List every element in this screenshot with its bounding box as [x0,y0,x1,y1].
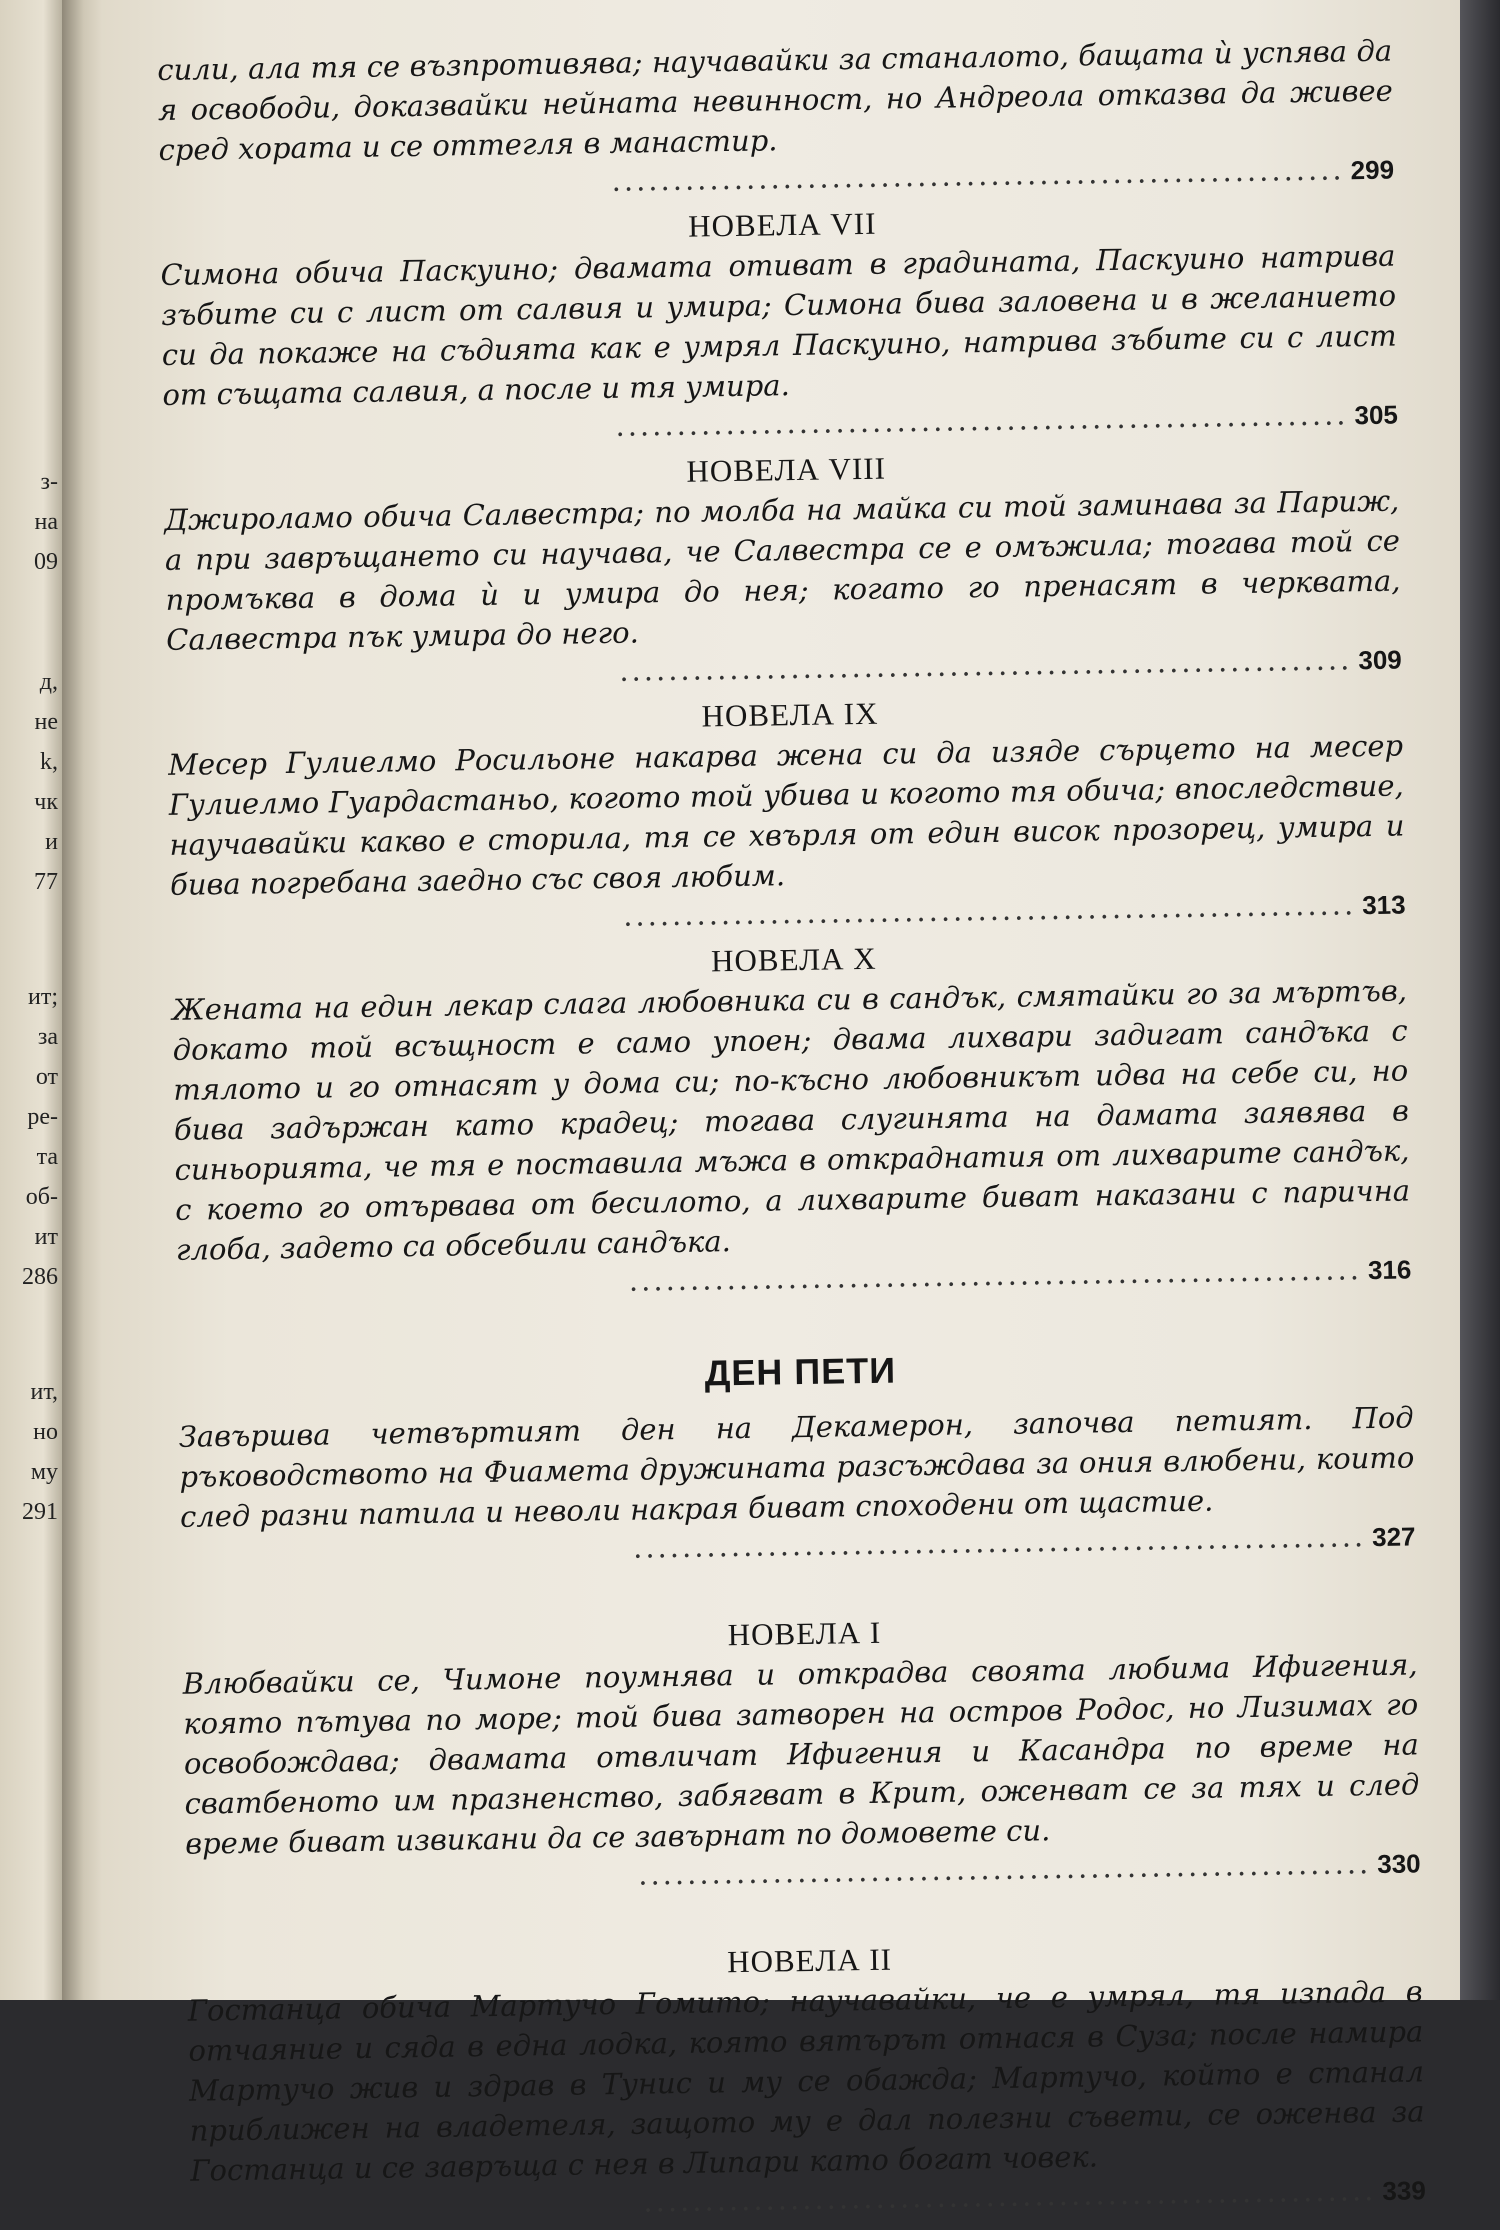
previous-page-fragment: 77 [34,869,58,895]
dot-leader: ............................................................ [615,397,1349,443]
previous-page-fragment: 286 [22,1264,58,1290]
toc-entry-summary: Завършва четвъртият ден на Декамерон, започва петият. Под ръководството на Фиамета дружината разсъждава за ония влюбени, които след разни патила и неволи накрая биват споходени от щастие. [178,1400,1415,1534]
toc-entry-summary: Джироламо обича Салвестра; по молба на майка си той заминава за Париж, а при завръщането си научава, че Салвестра се е омъжила; тогава той се промъква в дома ѝ и умира до нея; когато го пренасят в черквата, Салвестра пък умира до него. [164,483,1401,657]
dot-leader: ............................................................ [628,1252,1363,1298]
dot-leader: ............................................................ [622,887,1357,933]
toc-entry [178,1397,1425,1576]
previous-page-fragment: но [33,1419,58,1445]
novella-heading: НОВЕЛА VII [687,205,877,244]
toc-entry [157,30,1404,209]
page-number: 299 [1350,154,1395,186]
previous-page-fragment: об- [25,1184,58,1210]
novella-heading: НОВЕЛА VIII [686,450,887,489]
novella-heading: НОВЕЛА X [710,940,877,979]
previous-page-fragment: не [34,709,58,735]
page-number: 313 [1361,889,1406,921]
toc-entry [187,1971,1436,2230]
previous-page-fragment: на [34,509,58,535]
previous-page-fragment: за [37,1024,58,1050]
page-number: 305 [1354,399,1399,431]
novella-heading: НОВЕЛА I [727,1614,882,1653]
toc-entry-summary: Жената на един лекар слага любовника си в сандък, смятайки го за мъртъв, докато той всъщност е само упоен; двама лихвари задигат сандъка с тялото и го отнасят у дома си; по-късно любовникът идва на себе си, но бива задържан като крадец; тогава слугинята на дамата заявява в синьорията, че тя е поставила мъжа в откраднатия от лихварите сандък, с което го отървава от бесилото, а лихварите биват наказани с парична глоба, задето са обсебили сандъка. [171,973,1411,1267]
previous-page-fragment: му [30,1459,58,1485]
page-number: 339 [1382,2175,1427,2207]
book-cover-edge [1460,0,1500,2000]
book-page [62,0,1460,2219]
novella-heading: НОВЕЛА IX [701,695,879,734]
page-number: 330 [1377,1848,1421,1880]
toc-entry [172,970,1422,1309]
table-of-contents [157,30,1436,2229]
page-number: 327 [1371,1521,1416,1553]
previous-page-fragment: з- [40,469,58,495]
previous-page-fragment: от [35,1064,58,1090]
previous-page-fragment: ре- [27,1104,58,1130]
previous-page-edge [0,0,62,2000]
dot-leader: ............................................................ [637,1846,1372,1892]
toc-entry [160,235,1408,454]
previous-page-fragment: и [45,829,58,855]
toc-entry [168,725,1416,944]
previous-page-fragment: ит; [28,984,58,1010]
previous-page-fragment: 09 [34,549,58,575]
dot-leader: ............................................................ [619,642,1353,688]
toc-entry-summary: Симона обича Паскуино; двамата отиват в градината, Паскуино натрива зъбите си с лист от салвия и умира; Симона бива заловена и в желанието си да покаже на съдията как е умрял Паскуино, натрива зъбите си с лист от същата салвия, а после и тя умира. [160,238,1397,412]
dot-leader: ............................................................ [632,1519,1367,1565]
toc-entry [182,1644,1431,1903]
toc-entry-summary: Гостанца обича Мартучо Гомито; научавайки, че е умрял, тя изпада в отчаяние и сяда в една лодка, която вятърът отнася в Суза; после намира Мартучо жив и здрав в Тунис и му се обажда; Мартучо, който е станал приближен на владетеля, защото му е дал полезни съвети, се оженва за Гостанца и се завръща с нея в Липари като богат човек. [187,1974,1425,2188]
previous-page-fragment: 291 [22,1499,58,1525]
toc-entry-summary: Месер Гулиелмо Росильоне накарва жена си да изяде сърцето на месер Гулиелмо Гуардастаньо, когото той убива и когото тя обича; впоследствие, научавайки какво е сторила, тя се хвърля от един висок прозорец, умира и бива погребана заедно със своя любим. [167,728,1405,902]
dot-leader: ............................................................ [611,152,1345,198]
dot-leader: ............................................................ [643,2173,1377,2219]
previous-page-fragment: та [36,1144,58,1170]
previous-page-fragment: д, [39,669,58,695]
page-gutter-shadow [62,0,102,2000]
novella-heading: НОВЕЛА II [726,1941,893,1980]
page-number: 316 [1367,1254,1412,1286]
day-heading: ДЕН ПЕТИ [704,1349,897,1394]
page-number: 309 [1358,644,1402,676]
toc-entry-summary: Влюбвайки се, Чимоне поумнява и открадва своята любима Ифигения, която пътува по море; той бива затворен на остров Родос, но Лизимах го освобождава; двамата отвличат Ифигения и Касандра по време на сватбеното им празненство, забягват в Крит, оженват се за тях и след време биват извикани да се завърнат по домовете си. [182,1647,1420,1861]
previous-page-fragment: ит, [30,1379,58,1405]
toc-entry-summary: сили, ала тя се възпротивява; научавайки за станалото, бащата ѝ успява да я освободи, доказвайки нейната невинност, но Андреола отказва да живее сред хората и се оттегля в манастир. [157,33,1394,167]
toc-entry [164,480,1412,699]
previous-page-fragment: чк [34,789,58,815]
previous-page-fragment: k, [40,749,58,775]
previous-page-fragment: ит [34,1224,58,1250]
